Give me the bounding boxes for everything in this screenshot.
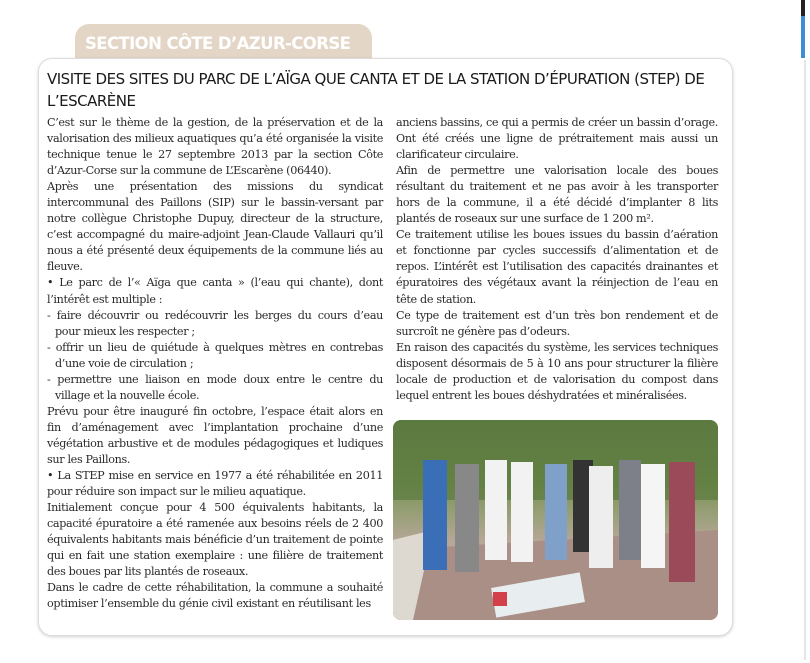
paragraph: Afin de permettre une valorisation locale des boues résultant du traitement et ne pas avoir à les transporter hors de la commune, il a été décidé d’implanter 8 lits plantés de roseaux sur une surface de 1 200 m². <box>396 164 718 226</box>
group-photo-illustration <box>393 420 718 620</box>
paragraph: anciens bassins, ce qui a permis de créer un bassin d’orage. Ont été créés une ligne de prétraitement mais aussi un clarificateur circulaire. <box>396 116 718 162</box>
paragraph: En raison des capacités du système, les services techniques disposent désormais de 5 à 10 ans pour structurer la filière locale de production et de valorisation du compost dans lequel entrent les boues déshydratées et minéralisées. <box>396 340 718 402</box>
paragraph: Dans le cadre de cette réhabilitation, la commune a souhaité optimiser l’ensemble du génie civil existant en réutilisant les <box>47 581 383 611</box>
paragraph: Ce traitement utilise les boues issues du bassin d’aération et fonctionne par cycles successifs d’alimentation et de repos. L’intérêt est l’utilisation des capacités drainantes et épuratoires des végétaux avant la réinjection de l’eau en tête de station. <box>396 228 718 306</box>
paragraph: Après une présentation des missions du syndicat intercommunal des Paillons (SIP) sur le bassin-versant par notre collègue Christophe Dupuy, directeur de la structure, c’est accompagné du maire-adjoint Jean-Claude Vallauri qu’il nous a été présenté deux équipements de la commune liés au fleuve. <box>47 180 383 274</box>
left-column <box>47 115 383 612</box>
article-title: VISITE DES SITES DU PARC DE L’AÏGA QUE CANTA ET DE LA STATION D’ÉPURATION (STEP) DE L’ESCARÈNE <box>47 70 705 110</box>
list-item: - offrir un lieu de quiétude à quelques mètres en contrebas d’une voie de circulation ; <box>47 340 383 370</box>
paragraph: Prévu pour être inauguré fin octobre, l’espace était alors en fin d’aménagement avec l’implantation prochaine d’une végétation arbustive et de modules pédagogiques et ludiques sur les Paillons. <box>47 404 383 466</box>
paragraph: Ce type de traitement est d’un très bon rendement et de surcroît ne génère pas d’odeurs. <box>396 308 718 338</box>
list-item: - permettre une liaison en mode doux entre le centre du village et la nouvelle école. <box>47 372 383 402</box>
right-column <box>396 115 718 404</box>
paragraph: Initialement conçue pour 4 500 équivalents habitants, la capacité épuratoire a été ramenée aux besoins réels de 2 400 équivalents habitants mais bénéficie d’un traitement de pointe qui en fait une station exemplaire : une filière de traitement des boues par lits plantés de roseaux. <box>47 501 383 579</box>
list-item: - faire découvrir ou redécouvrir les berges du cours d’eau pour mieux les respecter ; <box>47 308 383 338</box>
section-tab-label: SECTION CÔTE D’AZUR-CORSE <box>85 34 351 53</box>
scrollbar-track[interactable] <box>804 60 806 660</box>
scrollbar-top <box>801 0 805 16</box>
paragraph: • La STEP mise en service en 1977 a été réhabilitée en 2011 pour réduire son impact sur le milieu aquatique. <box>47 469 383 499</box>
paragraph: • Le parc de l’« Aïga que canta » (l’eau qui chante), dont l’intérêt est multiple : <box>47 276 383 306</box>
paragraph: C’est sur le thème de la gestion, de la préservation et de la valorisation des milieux aquatiques qu’a été organisée la visite technique tenue le 27 septembre 2013 par la section Côte d’Azur-Corse sur la commune de L’Escarène (06440). <box>47 116 383 178</box>
group-photo <box>393 420 718 620</box>
